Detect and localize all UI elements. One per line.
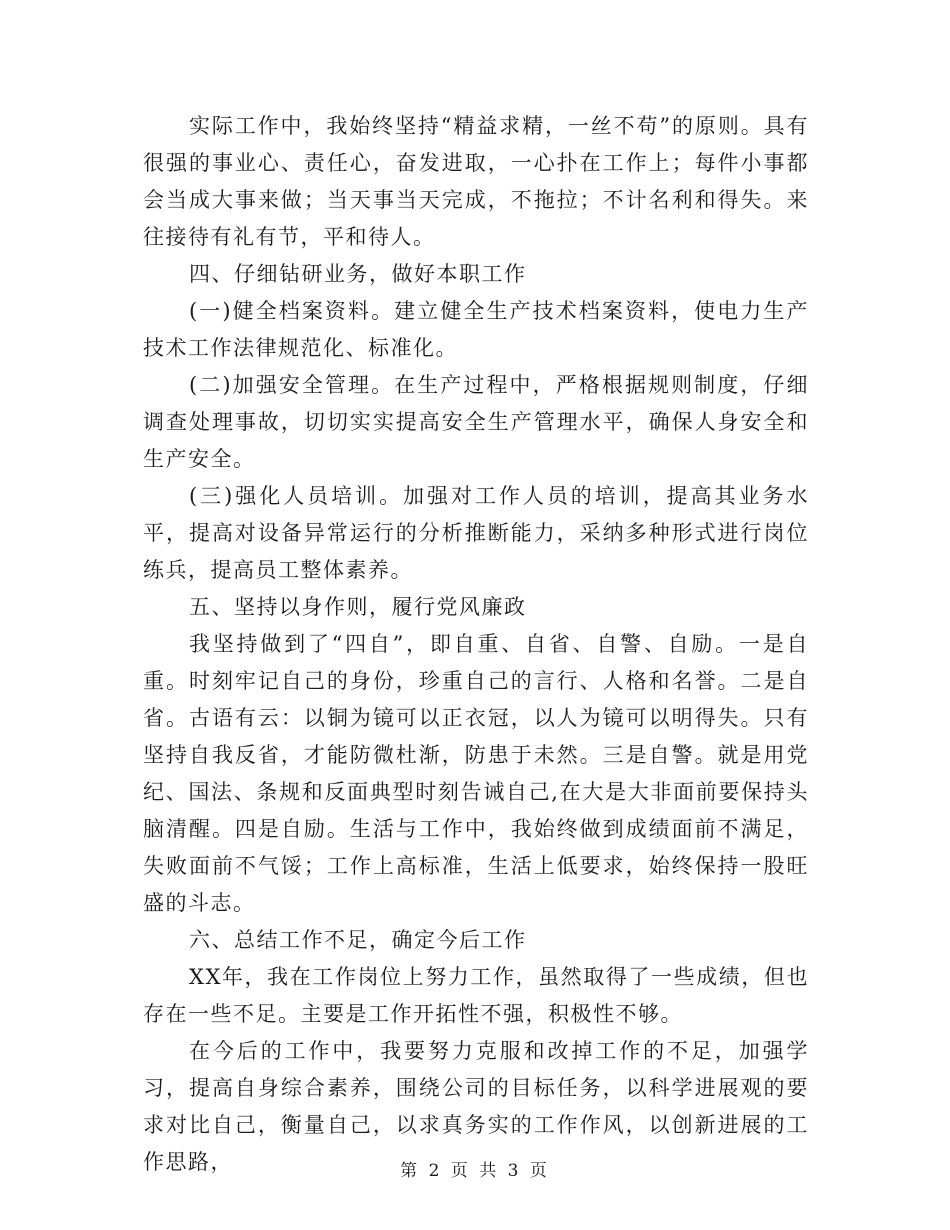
document-body (143, 108, 809, 1181)
paragraph-shortcomings: XX年，我在工作岗位上努力工作，虽然取得了一些成绩，但也存在一些不足。主要是工作开拓性不强，积极性不够。 (143, 965, 809, 1026)
paragraph-work-attitude: 实际工作中，我始终坚持“精益求精，一丝不苟”的原则。具有很强的事业心、责任心，奋发进取，一心扑在工作上；每件小事都会当成大事来做；当天事当天完成，不拖拉；不计名利和得失。来往接待有礼有节，平和待人。 (143, 114, 809, 249)
section-heading-4: 四、仔细钻研业务，做好本职工作 (189, 262, 527, 286)
page-number: 第 2 页 共 3 页 (400, 1161, 550, 1181)
paragraph-safety: (二)加强安全管理。在生产过程中，严格根据规则制度，仔细调查处理事故，切切实实提高安全生产管理水平，确保人身安全和生产安全。 (143, 373, 809, 471)
paragraph-archives: (一)健全档案资料。建立健全生产技术档案资料，使电力生产技术工作法律规范化、标准化。 (143, 299, 809, 360)
paragraph-training: (三)强化人员培训。加强对工作人员的培训，提高其业务水平，提高对设备异常运行的分析推断能力，采纳多种形式进行岗位练兵，提高员工整体素养。 (143, 484, 809, 582)
section-heading-5: 五、坚持以身作则，履行党风廉政 (189, 595, 527, 619)
paragraph-four-selves: 我坚持做到了“四自”，即自重、自省、自警、自励。一是自重。时刻牢记自己的身份，珍重自己的言行、人格和名誉。二是自省。古语有云：以铜为镜可以正衣冠，以人为镜可以明得失。只有坚持自我反省，才能防微杜渐，防患于未然。三是自警。就是用党纪、国法、条规和反面典型时刻告诫自己,在大是大非面前要保持头脑清醒。四是自励。生活与工作中，我始终做到成绩面前不满足，失败面前不气馁；工作上高标准，生活上低要求，始终保持一股旺盛的斗志。 (143, 632, 809, 915)
paragraph-future-work: 在今后的工作中，我要努力克服和改掉工作的不足，加强学习，提高自身综合素养，围绕公司的目标任务，以科学进展观的要求对比自己，衡量自己，以求真务实的工作作风，以创新进展的工作思路， (143, 1039, 809, 1174)
section-heading-6: 六、总结工作不足，确定今后工作 (189, 928, 527, 952)
